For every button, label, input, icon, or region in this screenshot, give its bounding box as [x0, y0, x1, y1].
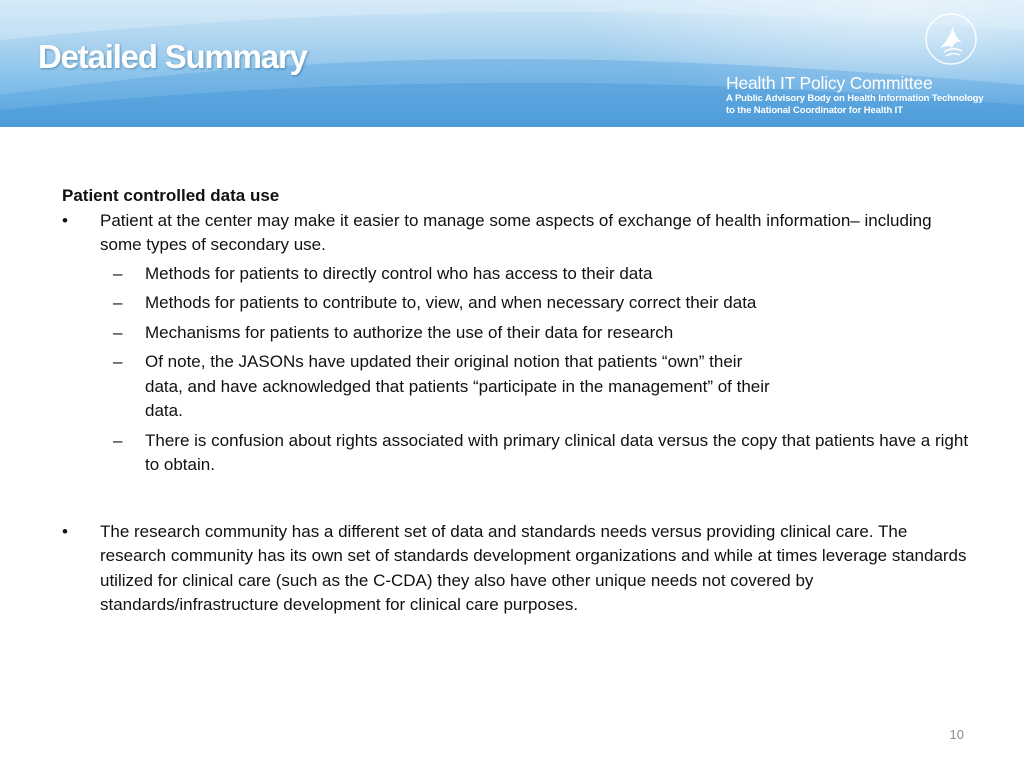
bullet-marker: • [62, 521, 68, 541]
sub-bullet-item [62, 350, 972, 424]
slide-body [62, 184, 972, 618]
sub-bullet-marker: – [113, 352, 123, 371]
sub-bullet-text: Methods for patients to contribute to, view, and when necessary correct their data [145, 293, 757, 312]
bullet-item [62, 520, 972, 618]
sub-bullet-text: There is confusion about rights associated with primary clinical data versus the copy that patients have a right to obtain. [145, 430, 969, 474]
sub-bullet-item [62, 429, 972, 478]
section-heading: Patient controlled data use [62, 186, 280, 205]
bullet-text: Patient at the center may make it easier to manage some aspects of exchange of health information– including some types of secondary use. [100, 210, 932, 254]
bullet-text: The research community has a different set of data and standards needs versus providing clinical care. The research community has its own set of standards development organizations and while at times leverage standards utilized for clinical care (such as the C-CDA) they also have other unique needs not covered by standards/infrastructure development for clinical care purposes. [100, 521, 967, 614]
org-name: Health IT Policy Committee [726, 73, 933, 93]
sub-bullet-marker: – [113, 322, 123, 342]
hhs-eagle-icon [924, 12, 978, 66]
sub-bullet-item [62, 262, 972, 287]
sub-bullet-list [62, 262, 972, 478]
bullet-marker: • [62, 210, 68, 230]
sub-bullet-item [62, 321, 972, 346]
page-number: 10 [949, 727, 964, 742]
org-block [726, 73, 1022, 117]
org-tagline-line-1: A Public Advisory Body on Health Information Technology [726, 93, 984, 104]
header-banner [0, 0, 1024, 127]
sub-bullet-text: Mechanisms for patients to authorize the use of their data for research [145, 322, 674, 342]
sub-bullet-text: Of note, the JASONs have updated their original notion that patients “own” their data, and have acknowledged that patients “participate in the management” of their data. [145, 352, 770, 420]
sub-bullet-marker: – [113, 430, 123, 450]
sub-bullet-item [62, 291, 972, 316]
sub-bullet-text: Methods for patients to directly control who has access to their data [145, 263, 653, 283]
sub-bullet-marker: – [113, 263, 123, 283]
org-tagline-line-2: to the National Coordinator for Health IT [726, 105, 903, 116]
sub-bullet-marker: – [113, 293, 123, 312]
bullet-item [62, 209, 972, 258]
slide-title: Detailed Summary [38, 38, 307, 75]
